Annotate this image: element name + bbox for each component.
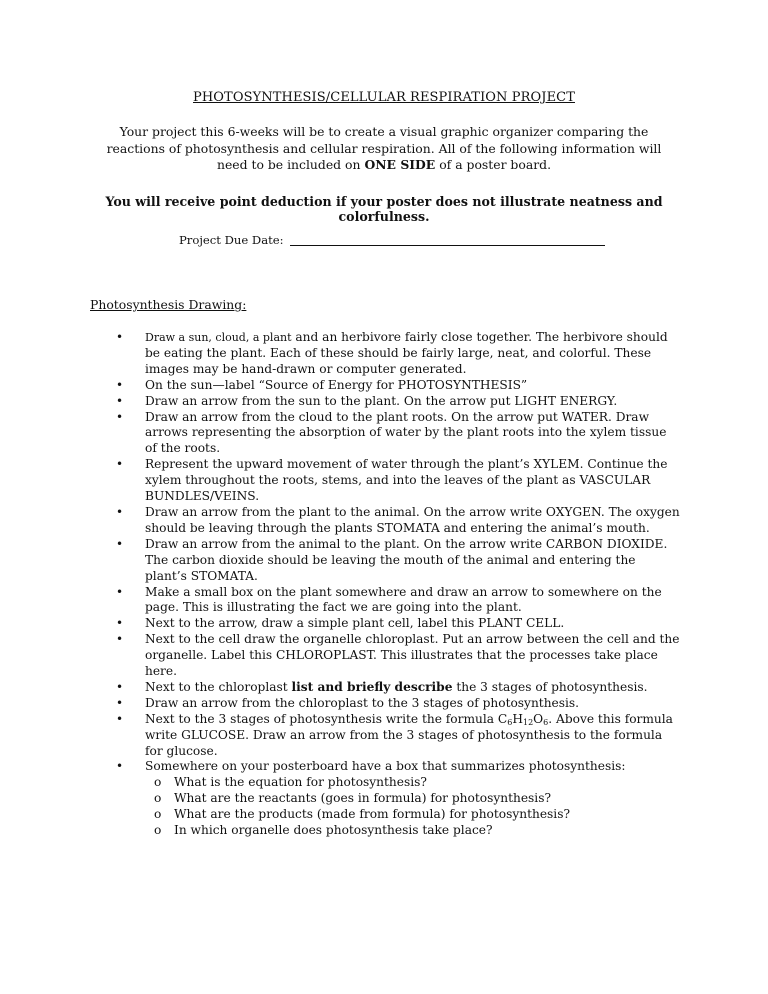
list-item xyxy=(116,377,680,394)
list-item-text: Represent the upward movement of water through the plant’s XYLEM. Continue the xylem throughout the roots, stems, and into the leaves of the plant as VASCULAR BUNDLES/VEINS. xyxy=(145,457,668,504)
due-date-blank-line xyxy=(290,245,605,246)
due-date-label: Project Due Date: xyxy=(179,233,284,247)
section-heading: Photosynthesis Drawing: xyxy=(90,297,247,312)
bullet-symbol: • xyxy=(116,759,124,774)
bullet-symbol: • xyxy=(116,393,124,408)
list-item xyxy=(116,504,680,537)
list-item-text: Next to the cell draw the organelle chloroplast. Put an arrow between the cell and the organelle. Label this CHLOROPLAST. This illustrates that the processes take place here. xyxy=(145,632,680,679)
formula-subscript: 12 xyxy=(522,717,534,727)
bullet-symbol: • xyxy=(116,457,124,472)
bullet-symbol: • xyxy=(116,584,124,599)
list-item xyxy=(116,711,680,760)
list-item-text: Next to the 3 stages of photosynthesis write the formula C xyxy=(145,711,508,726)
sub-list-item-text: What is the equation for photosynthesis? xyxy=(174,775,427,790)
list-item xyxy=(116,679,680,696)
list-item-text: On the sun—label “Source of Energy for PHOTOSYNTHESIS” xyxy=(145,377,528,392)
bullet-symbol: • xyxy=(116,330,124,344)
list-item-text: . Above this formula write GLUCOSE. Draw an arrow from the 3 stages of photosynthesis to the formula for glucose. xyxy=(145,711,673,758)
list-item xyxy=(116,330,680,378)
list-item-text: Next to the chloroplast xyxy=(145,679,292,694)
list-item xyxy=(116,759,680,839)
sub-list-item xyxy=(145,791,680,807)
bullet-symbol: • xyxy=(116,377,124,392)
list-item-text: Draw an arrow from the chloroplast to the 3 stages of photosynthesis. xyxy=(145,695,580,710)
sub-list-item-text: What are the reactants (goes in formula) for photosynthesis? xyxy=(174,791,551,806)
sub-list-item-text: In which organelle does photosynthesis take place? xyxy=(174,823,493,838)
list-item-bold-text: list and briefly describe xyxy=(291,679,453,694)
intro-text-part1: Your project this 6-weeks will be to create a visual graphic organizer comparing the reactions of photosynthesis and cellular respiration. All of the following information will need to be included on xyxy=(106,124,662,172)
intro-text-part2: of a poster board. xyxy=(439,157,552,172)
due-date-row xyxy=(179,233,605,247)
bullet-symbol: • xyxy=(116,695,124,710)
list-item xyxy=(116,457,680,505)
sub-list-item xyxy=(145,807,680,823)
bullet-symbol: • xyxy=(116,409,124,424)
list-item xyxy=(116,409,680,458)
list-item xyxy=(116,632,680,680)
list-item xyxy=(116,584,680,617)
list-item-text: Draw an arrow from the plant to the animal. On the arrow write OXYGEN. The oxygen should be leaving through the plants STOMATA and entering the animal’s mouth. xyxy=(145,504,680,535)
sub-list-item-text: What are the products (made from formula) for photosynthesis? xyxy=(174,807,570,822)
bullet-symbol: • xyxy=(116,711,124,726)
sub-list-item xyxy=(145,775,680,791)
list-item-text: Draw an arrow from the cloud to the plant roots. On the arrow put WATER. Draw arrows representing the absorption of water by the plant roots into the xylem tissue of the roots. xyxy=(145,409,667,456)
instruction-list xyxy=(116,330,680,839)
bullet-symbol: • xyxy=(116,679,124,694)
list-item-text: Next to the arrow, draw a simple plant cell, label this PLANT CELL. xyxy=(145,616,565,631)
formula-element: O xyxy=(533,711,544,726)
sub-bullet-symbol: o xyxy=(154,823,162,838)
intro-bold-text: ONE SIDE xyxy=(364,157,436,172)
intro-paragraph xyxy=(90,124,678,174)
formula-element: H xyxy=(512,711,523,726)
list-item xyxy=(116,393,680,410)
list-item-text: and an herbivore fairly close together. The herbivore should be eating the plant. Each of these should be fairly large, neat, and colorful. These images may be hand-drawn or computer generated. xyxy=(145,330,668,376)
deduction-warning: You will receive point deduction if your poster does not illustrate neatness and colorfulness. xyxy=(105,194,663,224)
list-item-text: Make a small box on the plant somewhere and draw an arrow to somewhere on the page. This is illustrating the fact we are going into the plant. xyxy=(145,584,662,615)
list-item xyxy=(116,695,680,712)
sub-bullet-symbol: o xyxy=(154,775,162,790)
sub-bullet-symbol: o xyxy=(154,791,162,806)
list-item-text: Draw an arrow from the animal to the plant. On the arrow write CARBON DIOXIDE. The carbon dioxide should be leaving the mouth of the animal and entering the plant’s STOMATA. xyxy=(145,536,668,583)
sub-bullet-symbol: o xyxy=(154,807,162,822)
bullet-symbol: • xyxy=(116,536,124,551)
list-item-text: the 3 stages of photosynthesis. xyxy=(452,679,648,694)
document-title: PHOTOSYNTHESIS/CELLULAR RESPIRATION PROJECT xyxy=(193,90,575,105)
bullet-symbol: • xyxy=(116,632,124,647)
sub-list-item xyxy=(145,823,680,839)
list-item-text: Draw an arrow from the sun to the plant. On the arrow put LIGHT ENERGY. xyxy=(145,393,618,408)
bullet-symbol: • xyxy=(116,504,124,519)
formula-subscript: 6 xyxy=(507,717,513,727)
list-item xyxy=(116,536,680,585)
formula-subscript: 6 xyxy=(543,717,549,727)
list-item-text: Somewhere on your posterboard have a box that summarizes photosynthesis: xyxy=(145,759,626,774)
bullet-symbol: • xyxy=(116,616,124,631)
list-item-lead: Draw a sun, cloud, a plant xyxy=(145,331,292,344)
list-item xyxy=(116,616,680,632)
